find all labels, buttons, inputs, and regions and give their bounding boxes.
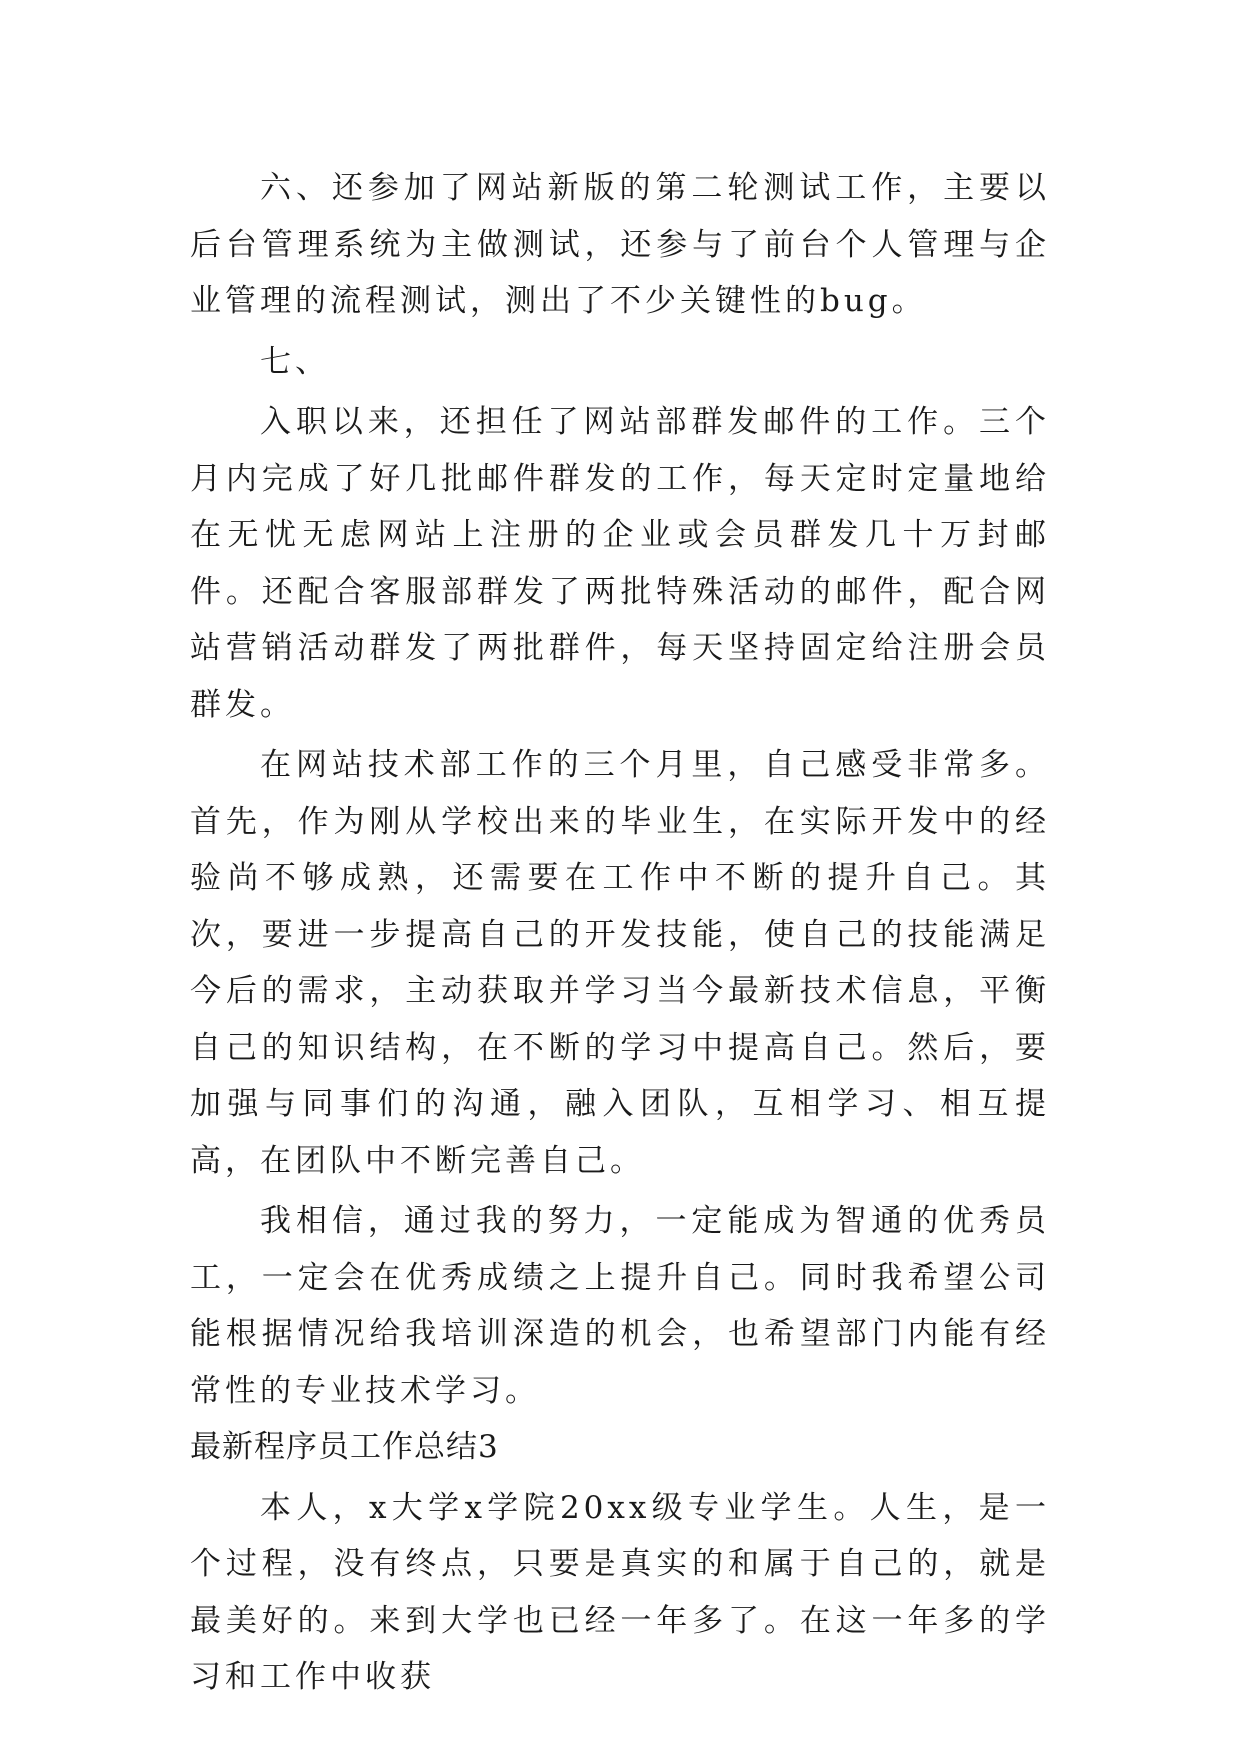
paragraph-testing: 六、还参加了网站新版的第二轮测试工作，主要以后台管理系统为主做测试，还参与了前台个人管理与企业管理的流程测试，测出了不少关键性的bug。 — [190, 170, 1050, 319]
paragraph-reflection: 在网站技术部工作的三个月里，自己感受非常多。首先，作为刚从学校出来的毕业生，在实际开发中的经验尚不够成熟，还需要在工作中不断的提升自己。其次，要进一步提高自己的开发技能，使自己的技能满足今后的需求，主动获取并学习当今最新技术信息，平衡自己的知识结构，在不断的学习中提高自己。然后，要加强与同事们的沟通，融入团队，互相学习、相互提高，在团队中不断完善自己。 — [190, 747, 1050, 1179]
paragraph-belief: 我相信，通过我的努力，一定能成为智通的优秀员工，一定会在优秀成绩之上提升自己。同时我希望公司能根据情况给我培训深造的机会，也希望部门内能有经常性的专业技术学习。 — [190, 1203, 1050, 1409]
document-body — [190, 160, 1050, 1706]
paragraph-mass-email: 入职以来，还担任了网站部群发邮件的工作。三个月内完成了好几批邮件群发的工作，每天定时定量地给在无忧无虑网站上注册的企业或会员群发几十万封邮件。还配合客服部群发了两批特殊活动的邮件，配合网站营销活动群发了两批群件，每天坚持固定给注册会员群发。 — [190, 404, 1050, 723]
section-heading: 最新程序员工作总结3 — [190, 1429, 499, 1465]
paragraph-introduction: 本人，x大学x学院20xx级专业学生。人生，是一个过程，没有终点，只要是真实的和属于自己的，就是最美好的。来到大学也已经一年多了。在这一年多的学习和工作中收获 — [190, 1489, 1050, 1695]
paragraph-seven-label: 七、 — [260, 343, 330, 380]
